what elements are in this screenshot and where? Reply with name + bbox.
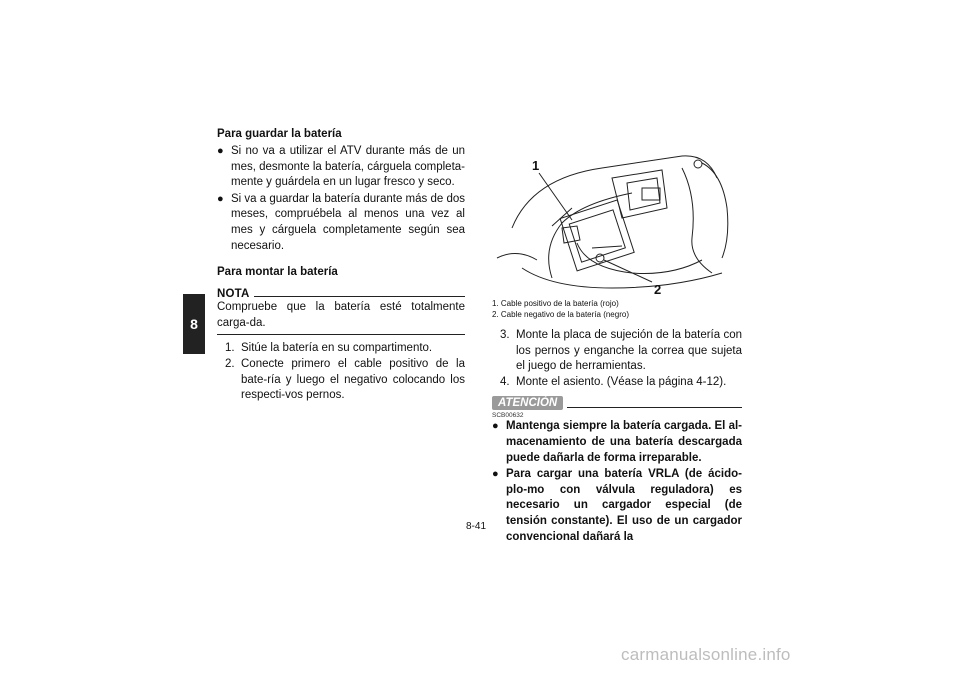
atencion-rule — [567, 407, 742, 408]
bullet-store-2: ● Si va a guardar la batería durante más de dos meses, compruébela al menos una vez al mes y cárguela completamente según sea necesario. — [217, 192, 465, 252]
reference-code: SCB00632 — [492, 412, 524, 420]
battery-compartment-drawing — [492, 148, 742, 298]
bullet-store-1: ● Si no va a utilizar el ATV durante más de un mes, desmonte la batería, cárguela completa-mente y guárdela en un lugar fresco y seco. — [217, 145, 465, 189]
note-label: NOTA — [217, 288, 250, 301]
caption-2: 2. Cable negativo de la batería (negro) — [492, 310, 629, 319]
battery-illustration — [492, 148, 742, 298]
bullet-dot-icon: ● — [217, 145, 224, 157]
right-column — [492, 298, 742, 546]
heading-install-battery: Para montar la batería — [217, 266, 338, 279]
watermark: carmanualsonline.info — [621, 645, 791, 664]
heading-store-battery: Para guardar la batería — [217, 128, 342, 140]
warning-1: ● Mantenga siempre la batería cargada. El al-macenamiento de una batería descargada puede dañarla de forma irreparable. — [492, 420, 742, 464]
left-column — [217, 128, 465, 404]
callout-1: 1 — [532, 158, 540, 173]
page-number: 8-41 — [466, 521, 487, 532]
step-2: 2. Conecte primero el cable positivo de la bate-ría y luego el negativo colocando los respecti-vos pernos. — [225, 357, 465, 402]
step-3: 3. Monte la placa de sujeción de la batería con los pernos y enganche la correa que sujeta el juego de herramientas. — [500, 329, 742, 373]
note-header — [217, 288, 465, 300]
atencion-header — [492, 396, 742, 410]
bullet-dot-icon: ● — [217, 192, 224, 205]
callout-2: 2 — [654, 282, 662, 297]
note-rule — [254, 296, 465, 297]
bullet-dot-icon: ● — [492, 468, 499, 481]
note-text: Compruebe que la batería esté totalmente carga-da. — [217, 300, 465, 335]
caption-1: 1. Cable positivo de la batería (rojo) — [492, 299, 619, 308]
chapter-tab: 8 — [183, 294, 205, 354]
bullet-dot-icon: ● — [492, 420, 499, 433]
step-1: 1. Sitúe la batería en su compartimento. — [225, 342, 433, 355]
step-4: 4. Monte el asiento. (Véase la página 4-12). — [500, 375, 727, 388]
atencion-label: ATENCIÓN — [492, 396, 563, 410]
warning-2: ● Para cargar una batería VRLA (de ácido-plo-mo con válvula reguladora) es necesario un cargador especial (de tensión constante). El uso de un cargador convencional dañará la — [492, 468, 742, 543]
